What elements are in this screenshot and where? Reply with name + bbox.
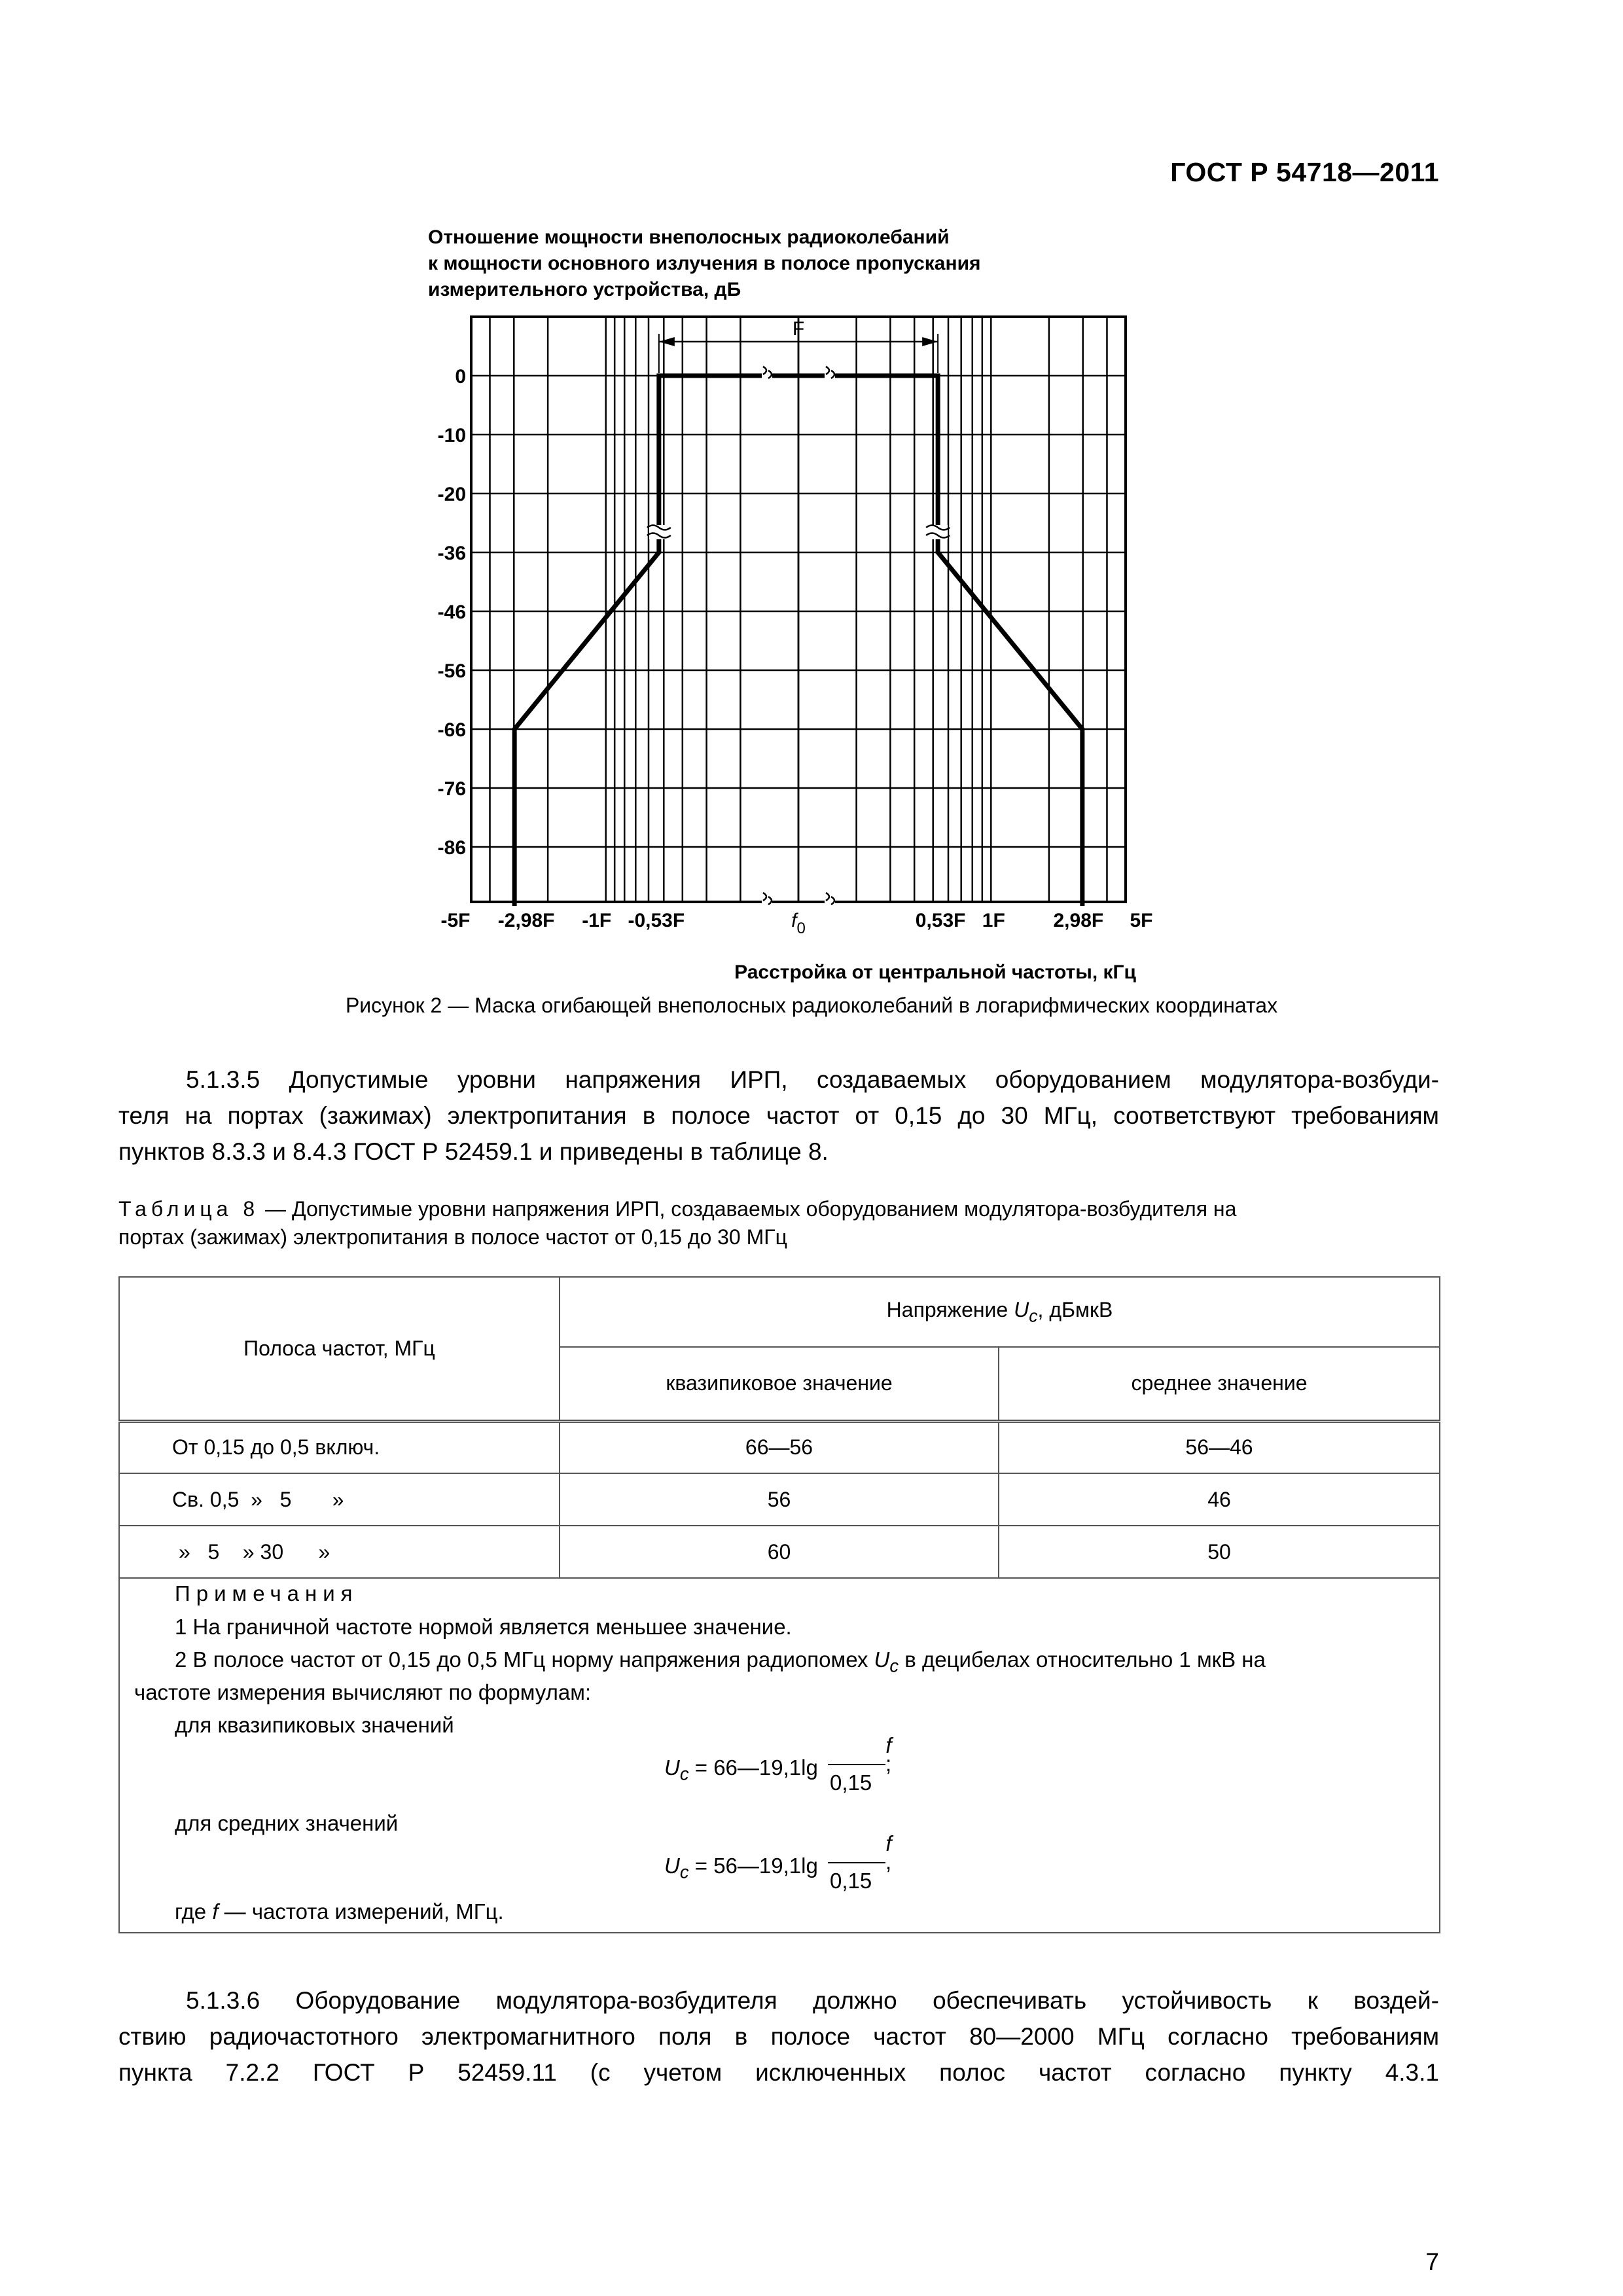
formula-quasi-denominator: 0,15 xyxy=(830,1770,872,1795)
y-tick-label: -76 xyxy=(437,778,466,800)
paragraph-5-1-3-5 xyxy=(118,1062,1439,1170)
voltage-symbol: U xyxy=(664,1755,680,1780)
paragraph-line: пункта 7.2.2 ГОСТ Р 52459.11 (с учетом исключенных полос частот согласно пункту 4.3.1 xyxy=(118,2059,1439,2086)
arrow-right-icon xyxy=(922,337,938,346)
note-1: 1 На граничной частоте нормой является меньшее значение. xyxy=(175,1615,792,1639)
header-quasi-cell xyxy=(560,1347,999,1421)
note-2-line-2: частоте измерения вычисляют по формулам: xyxy=(134,1680,592,1704)
table-title xyxy=(118,1195,1439,1251)
header-voltage-cell xyxy=(560,1277,1440,1347)
y-tick-label: -56 xyxy=(437,660,466,682)
axis-break-gap xyxy=(825,318,835,326)
arrow-left-icon xyxy=(659,337,675,346)
header-voltage-suffix: , дБмкВ xyxy=(1037,1297,1113,1321)
y-tick-label: -46 xyxy=(437,601,466,623)
voltage-subscript: c xyxy=(1029,1306,1038,1326)
table-notes-row xyxy=(119,1578,1440,1933)
paragraph-5-1-3-6 xyxy=(118,1982,1439,2090)
voltage-subscript: c xyxy=(889,1655,899,1676)
table-notes-cell xyxy=(119,1578,1440,1933)
formula-quasi-end: ; xyxy=(885,1751,892,1776)
table-title-text: — Допустимые уровни напряжения ИРП, создаваемых оборудованием модулятора-возбудителя на xyxy=(259,1197,1237,1221)
chart-title-line-1: Отношение мощности внеполосных радиоколебаний xyxy=(428,226,950,248)
formula-avg-end: , xyxy=(885,1850,892,1874)
voltage-subscript: c xyxy=(679,1763,689,1784)
avg-cell: 50 xyxy=(999,1526,1440,1578)
out-of-band-mask-chart xyxy=(419,223,1171,988)
note-2-text-b: в децибелах относительно 1 мкВ на xyxy=(899,1647,1266,1672)
x-tick-label: 2,98F xyxy=(1053,910,1104,931)
paragraph-line: 5.1.3.6 Оборудование модулятора-возбудителя должно обеспечивать устойчивость к воздей- xyxy=(186,1987,1439,2014)
x-tick-label: 0,53F xyxy=(915,910,966,931)
formula-avg-numerator: f xyxy=(885,1831,892,1856)
band-cell: Св. 0,5 » 5 » xyxy=(119,1473,560,1526)
formula-avg-lhs xyxy=(664,1854,818,1883)
formula-quasi-numerator: f xyxy=(885,1733,892,1757)
figure-caption: Рисунок 2 — Маска огибающей внеполосных радиоколебаний в логарифмических координатах xyxy=(345,994,1278,1017)
x-axis-labels xyxy=(441,910,1153,937)
avg-formula-label: для средних значений xyxy=(175,1811,399,1835)
document-header: ГОСТ Р 54718—2011 xyxy=(1170,157,1439,187)
x-tick-label: 1F xyxy=(982,910,1005,931)
table-row xyxy=(119,1421,1440,1473)
x-tick-label: -5F xyxy=(440,910,471,931)
where-text-b: — частота измерений, МГц. xyxy=(218,1899,504,1924)
y-tick-label: -20 xyxy=(437,484,466,505)
x-axis-title: Расстройка от центральной частоты, кГц xyxy=(734,961,1136,983)
notes-heading: Примечания xyxy=(175,1581,359,1605)
header-band: Полоса частот, МГц xyxy=(243,1336,435,1360)
quasi-cell: 56 xyxy=(560,1473,999,1526)
where-text-a: где xyxy=(175,1899,213,1924)
avg-cell: 46 xyxy=(999,1473,1440,1526)
axis-break-gap xyxy=(762,318,772,326)
table-title-line-2: портах (зажимах) электропитания в полосе частот от 0,15 до 30 МГц xyxy=(118,1225,787,1249)
fraction-bar xyxy=(828,1862,885,1863)
voltage-symbol: U xyxy=(1014,1297,1029,1321)
x-tick-label: -2,98F xyxy=(497,910,555,931)
quasi-cell: 66—56 xyxy=(560,1421,999,1473)
chart-title-line-2: к мощности основного излучения в полосе пропускания xyxy=(428,253,981,274)
y-tick-label: -66 xyxy=(437,719,466,741)
x-tick-label: -1F xyxy=(582,910,612,931)
band-cell: » 5 » 30 » xyxy=(119,1526,560,1578)
note-2-text-a: 2 В полосе частот от 0,15 до 0,5 МГц норму напряжения радиопомех xyxy=(175,1647,874,1672)
avg-cell: 56—46 xyxy=(999,1421,1440,1473)
formula-quasi-lhs xyxy=(664,1755,818,1785)
x-tick-label: 5F xyxy=(1130,910,1153,931)
formula-avg-expr: = 56—19,1lg xyxy=(694,1854,818,1878)
fraction-bar xyxy=(828,1764,885,1765)
x-tick-label: -0,53F xyxy=(628,910,685,931)
voltage-subscript: c xyxy=(679,1861,689,1882)
note-2 xyxy=(175,1647,1266,1677)
voltage-symbol: U xyxy=(874,1647,890,1672)
table-title-lead: Таблица 8 xyxy=(118,1197,260,1221)
formula-avg-denominator: 0,15 xyxy=(830,1869,872,1893)
quasi-formula-label: для квазипиковых значений xyxy=(175,1713,454,1737)
y-tick-label: -10 xyxy=(437,425,466,446)
chart-title-line-3: измерительного устройства, дБ xyxy=(428,279,741,300)
paragraph-line: пунктов 8.3.3 и 8.4.3 ГОСТ Р 52459.1 и приведены в таблице 8. xyxy=(118,1138,829,1165)
paragraph-line: теля на портах (зажимах) электропитания в полосе частот от 0,15 до 30 МГц, соответствуют требованиям xyxy=(118,1102,1439,1129)
formula-quasi-expr: = 66—19,1lg xyxy=(694,1755,818,1780)
where-clause xyxy=(175,1899,504,1924)
plot-grid xyxy=(471,317,1126,902)
frequency-symbol: f xyxy=(212,1899,219,1924)
header-quasi: квазипиковое значение xyxy=(666,1371,893,1395)
table-row xyxy=(119,1526,1440,1578)
header-avg: среднее значение xyxy=(1131,1371,1308,1395)
table-8 xyxy=(118,1276,1440,1933)
x-tick-label: $f_0$ xyxy=(791,910,806,937)
table-row xyxy=(119,1473,1440,1526)
y-tick-label: -36 xyxy=(437,543,466,564)
y-tick-label: 0 xyxy=(455,366,466,387)
quasi-cell: 60 xyxy=(560,1526,999,1578)
y-tick-label: -86 xyxy=(437,837,466,859)
y-axis-labels xyxy=(438,366,466,859)
table-header-row xyxy=(119,1277,1440,1347)
voltage-symbol: U xyxy=(664,1854,680,1878)
bandwidth-label: F xyxy=(792,318,805,340)
header-voltage-prefix: Напряжение xyxy=(886,1297,1014,1321)
paragraph-line: 5.1.3.5 Допустимые уровни напряжения ИРП, создаваемых оборудованием модулятора-возбуди- xyxy=(186,1066,1439,1093)
header-avg-cell xyxy=(999,1347,1440,1421)
band-cell: От 0,15 до 0,5 включ. xyxy=(119,1421,560,1473)
header-band-cell xyxy=(119,1277,560,1421)
page-number: 7 xyxy=(1425,2248,1439,2275)
paragraph-line: ствию радиочастотного электромагнитного поля в полосе частот 80—2000 МГц согласно требованиям xyxy=(118,2023,1439,2050)
